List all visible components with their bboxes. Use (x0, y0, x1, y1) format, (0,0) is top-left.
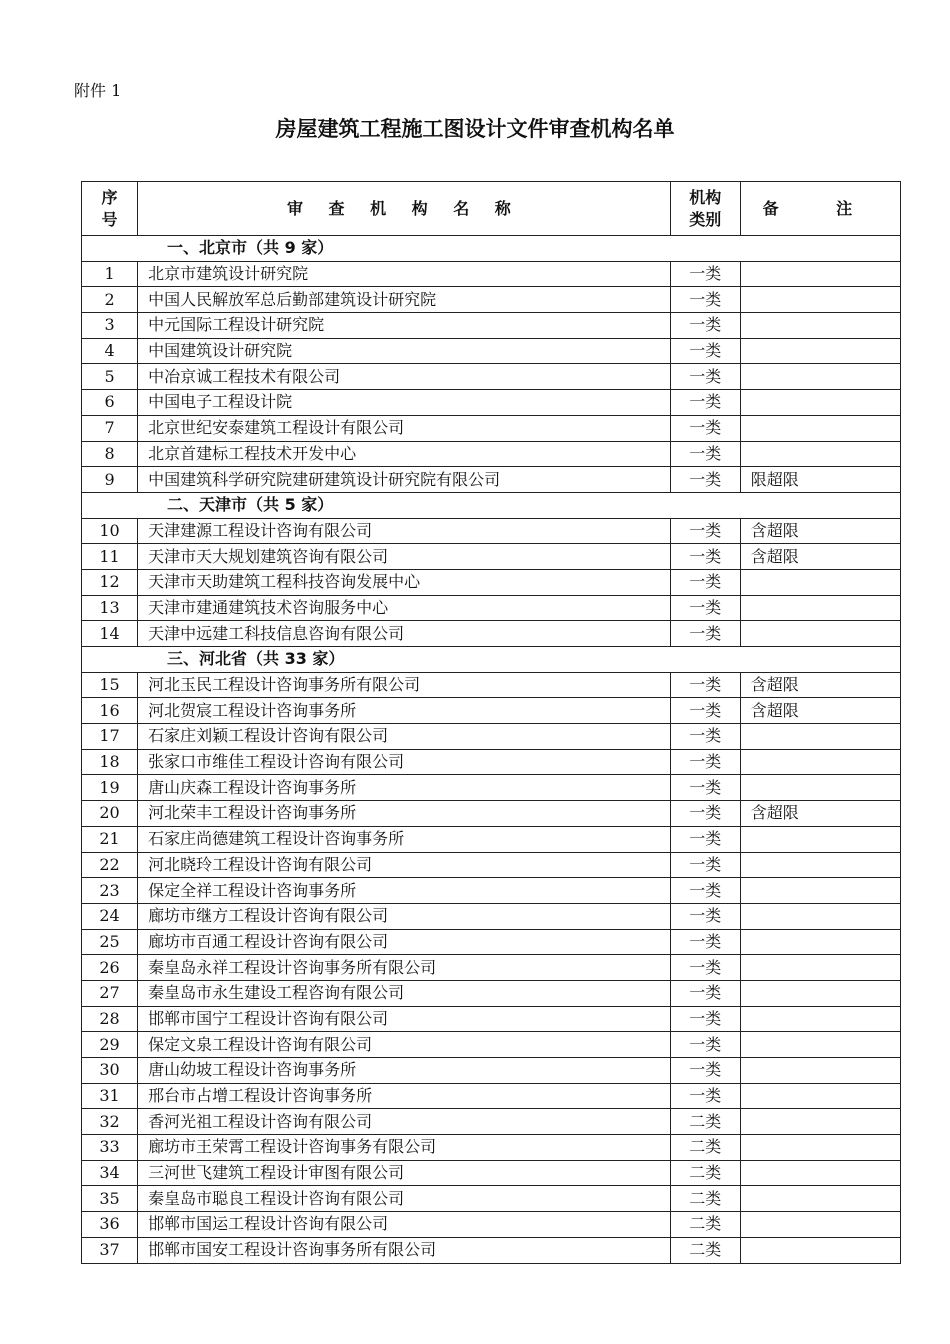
row-number: 32 (82, 1109, 138, 1135)
agency-name: 天津建源工程设计咨询有限公司 (138, 518, 671, 544)
agency-name: 三河世飞建筑工程设计审图有限公司 (138, 1160, 671, 1186)
agency-type: 一类 (670, 672, 740, 698)
agency-type: 一类 (670, 724, 740, 750)
table-row (82, 672, 901, 698)
agency-type: 一类 (670, 852, 740, 878)
agency-note: 限超限 (740, 467, 900, 493)
row-number: 37 (82, 1237, 138, 1263)
header-name (138, 182, 671, 236)
agency-type: 一类 (670, 441, 740, 467)
table-row (82, 929, 901, 955)
table-row (82, 878, 901, 904)
agency-type: 一类 (670, 826, 740, 852)
agency-name: 中国建筑科学研究院建研建筑设计研究院有限公司 (138, 467, 671, 493)
agency-note (740, 1160, 900, 1186)
agency-type: 二类 (670, 1135, 740, 1161)
table-row (82, 287, 901, 313)
agency-name: 河北玉民工程设计咨询事务所有限公司 (138, 672, 671, 698)
agency-note (740, 313, 900, 339)
agency-type: 一类 (670, 364, 740, 390)
row-number: 8 (82, 441, 138, 467)
table-row (82, 415, 901, 441)
agency-name: 中国人民解放军总后勤部建筑设计研究院 (138, 287, 671, 313)
agency-type: 一类 (670, 980, 740, 1006)
row-number: 1 (82, 261, 138, 287)
row-number: 22 (82, 852, 138, 878)
header-no-line1: 序 (101, 187, 118, 207)
agency-note (740, 1006, 900, 1032)
row-number: 15 (82, 672, 138, 698)
row-number: 10 (82, 518, 138, 544)
header-type-line2: 类别 (689, 209, 722, 229)
table-row (82, 801, 901, 827)
section-title: 二、天津市（共 5 家） (82, 492, 901, 518)
agency-type: 一类 (670, 287, 740, 313)
table-row (82, 1006, 901, 1032)
header-note (740, 182, 900, 236)
agency-type: 二类 (670, 1186, 740, 1212)
table-row (82, 1212, 901, 1238)
agency-type: 一类 (670, 775, 740, 801)
section-title: 一、北京市（共 9 家） (82, 236, 901, 262)
row-number: 28 (82, 1006, 138, 1032)
agency-type: 一类 (670, 801, 740, 827)
agency-note (740, 955, 900, 981)
header-no (82, 182, 138, 236)
agency-name: 北京世纪安泰建筑工程设计有限公司 (138, 415, 671, 441)
table-row (82, 569, 901, 595)
agency-note (740, 775, 900, 801)
agency-note: 含超限 (740, 698, 900, 724)
agency-note (740, 1135, 900, 1161)
header-name-text: 审 查 机 构 名 称 (286, 198, 521, 218)
row-number: 5 (82, 364, 138, 390)
agency-name: 中国电子工程设计院 (138, 390, 671, 416)
agency-note: 含超限 (740, 544, 900, 570)
agency-note (740, 261, 900, 287)
agency-name: 石家庄尚德建筑工程设计咨询事务所 (138, 826, 671, 852)
table-header-row (82, 182, 901, 236)
agency-note (740, 1109, 900, 1135)
agency-type: 一类 (670, 1032, 740, 1058)
row-number: 23 (82, 878, 138, 904)
agency-type: 一类 (670, 749, 740, 775)
agency-type: 一类 (670, 415, 740, 441)
agency-name: 廊坊市王荣霄工程设计咨询事务有限公司 (138, 1135, 671, 1161)
row-number: 3 (82, 313, 138, 339)
row-number: 25 (82, 929, 138, 955)
section-row (82, 647, 901, 673)
agency-note (740, 852, 900, 878)
agency-type: 一类 (670, 1058, 740, 1084)
row-number: 18 (82, 749, 138, 775)
agency-note (740, 338, 900, 364)
agency-type: 二类 (670, 1212, 740, 1238)
section-row (82, 492, 901, 518)
agency-table (81, 181, 901, 1264)
row-number: 36 (82, 1212, 138, 1238)
table-row (82, 698, 901, 724)
agency-name: 唐山幼坡工程设计咨询事务所 (138, 1058, 671, 1084)
agency-name: 邢台市占增工程设计咨询事务所 (138, 1083, 671, 1109)
agency-note (740, 1237, 900, 1263)
table-row (82, 955, 901, 981)
agency-name: 保定文泉工程设计咨询有限公司 (138, 1032, 671, 1058)
row-number: 30 (82, 1058, 138, 1084)
table-row (82, 338, 901, 364)
agency-note (740, 724, 900, 750)
row-number: 31 (82, 1083, 138, 1109)
agency-note (740, 364, 900, 390)
table-row (82, 1083, 901, 1109)
agency-type: 一类 (670, 1006, 740, 1032)
agency-name: 河北晓玲工程设计咨询有限公司 (138, 852, 671, 878)
row-number: 17 (82, 724, 138, 750)
table-body (82, 236, 901, 1264)
agency-name: 中元国际工程设计研究院 (138, 313, 671, 339)
row-number: 16 (82, 698, 138, 724)
table-row (82, 1058, 901, 1084)
table-row (82, 467, 901, 493)
agency-name: 中国建筑设计研究院 (138, 338, 671, 364)
agency-type: 一类 (670, 621, 740, 647)
row-number: 9 (82, 467, 138, 493)
agency-type: 一类 (670, 261, 740, 287)
agency-note (740, 903, 900, 929)
row-number: 29 (82, 1032, 138, 1058)
table-row (82, 390, 901, 416)
agency-note (740, 1083, 900, 1109)
agency-name: 天津市建通建筑技术咨询服务中心 (138, 595, 671, 621)
agency-name: 张家口市维佳工程设计咨询有限公司 (138, 749, 671, 775)
agency-type: 一类 (670, 338, 740, 364)
agency-note (740, 287, 900, 313)
row-number: 7 (82, 415, 138, 441)
attachment-label: 附件 1 (74, 81, 122, 100)
table-row (82, 749, 901, 775)
table-row (82, 826, 901, 852)
row-number: 27 (82, 980, 138, 1006)
agency-note (740, 569, 900, 595)
table-row (82, 595, 901, 621)
row-number: 14 (82, 621, 138, 647)
agency-type: 一类 (670, 518, 740, 544)
table-row (82, 1186, 901, 1212)
row-number: 33 (82, 1135, 138, 1161)
agency-name: 秦皇岛市永生建设工程咨询有限公司 (138, 980, 671, 1006)
table-row (82, 903, 901, 929)
table-row (82, 1032, 901, 1058)
agency-note (740, 929, 900, 955)
document-title: 房屋建筑工程施工图设计文件审查机构名单 (275, 117, 675, 141)
agency-name: 保定全祥工程设计咨询事务所 (138, 878, 671, 904)
section-title: 三、河北省（共 33 家） (82, 647, 901, 673)
agency-note (740, 1212, 900, 1238)
header-note-text: 备 注 (762, 198, 879, 218)
table-row (82, 852, 901, 878)
table-row (82, 518, 901, 544)
agency-type: 二类 (670, 1160, 740, 1186)
row-number: 12 (82, 569, 138, 595)
agency-note (740, 415, 900, 441)
agency-type: 一类 (670, 595, 740, 621)
agency-note (740, 621, 900, 647)
agency-type: 一类 (670, 313, 740, 339)
table-row (82, 313, 901, 339)
row-number: 2 (82, 287, 138, 313)
row-number: 34 (82, 1160, 138, 1186)
agency-type: 一类 (670, 467, 740, 493)
table-row (82, 1160, 901, 1186)
agency-name: 邯郸市国运工程设计咨询有限公司 (138, 1212, 671, 1238)
table-row (82, 364, 901, 390)
agency-note: 含超限 (740, 518, 900, 544)
table-row (82, 261, 901, 287)
agency-type: 一类 (670, 929, 740, 955)
agency-type: 一类 (670, 878, 740, 904)
table-row (82, 980, 901, 1006)
agency-note (740, 980, 900, 1006)
row-number: 24 (82, 903, 138, 929)
agency-name: 河北荣丰工程设计咨询事务所 (138, 801, 671, 827)
row-number: 4 (82, 338, 138, 364)
table-row (82, 544, 901, 570)
agency-type: 一类 (670, 1083, 740, 1109)
agency-type: 一类 (670, 955, 740, 981)
agency-name: 天津市天助建筑工程科技咨询发展中心 (138, 569, 671, 595)
agency-note (740, 878, 900, 904)
agency-note (740, 749, 900, 775)
agency-name: 天津中远建工科技信息咨询有限公司 (138, 621, 671, 647)
row-number: 6 (82, 390, 138, 416)
agency-type: 一类 (670, 544, 740, 570)
agency-note (740, 1032, 900, 1058)
table-row (82, 724, 901, 750)
agency-name: 北京首建标工程技术开发中心 (138, 441, 671, 467)
row-number: 11 (82, 544, 138, 570)
agency-note (740, 390, 900, 416)
agency-name: 北京市建筑设计研究院 (138, 261, 671, 287)
agency-name: 秦皇岛永祥工程设计咨询事务所有限公司 (138, 955, 671, 981)
row-number: 20 (82, 801, 138, 827)
agency-note (740, 826, 900, 852)
header-type (670, 182, 740, 236)
row-number: 19 (82, 775, 138, 801)
table-row (82, 775, 901, 801)
agency-type: 一类 (670, 390, 740, 416)
agency-type: 二类 (670, 1109, 740, 1135)
table-row (82, 441, 901, 467)
agency-note (740, 595, 900, 621)
table-row (82, 621, 901, 647)
agency-name: 唐山庆森工程设计咨询事务所 (138, 775, 671, 801)
agency-type: 一类 (670, 569, 740, 595)
agency-note (740, 1058, 900, 1084)
table-row (82, 1237, 901, 1263)
agency-name: 邯郸市国宁工程设计咨询有限公司 (138, 1006, 671, 1032)
agency-note (740, 1186, 900, 1212)
section-row (82, 236, 901, 262)
agency-name: 河北贺宸工程设计咨询事务所 (138, 698, 671, 724)
header-type-line1: 机构 (689, 187, 722, 207)
agency-name: 石家庄刘颖工程设计咨询有限公司 (138, 724, 671, 750)
agency-note: 含超限 (740, 801, 900, 827)
agency-name: 廊坊市百通工程设计咨询有限公司 (138, 929, 671, 955)
header-no-line2: 号 (101, 209, 118, 229)
row-number: 35 (82, 1186, 138, 1212)
agency-name: 邯郸市国安工程设计咨询事务所有限公司 (138, 1237, 671, 1263)
row-number: 21 (82, 826, 138, 852)
agency-name: 秦皇岛市聪良工程设计咨询有限公司 (138, 1186, 671, 1212)
row-number: 26 (82, 955, 138, 981)
agency-name: 中冶京诚工程技术有限公司 (138, 364, 671, 390)
table-row (82, 1135, 901, 1161)
agency-type: 一类 (670, 698, 740, 724)
agency-name: 廊坊市继方工程设计咨询有限公司 (138, 903, 671, 929)
agency-type: 一类 (670, 903, 740, 929)
row-number: 13 (82, 595, 138, 621)
agency-name: 香河光祖工程设计咨询有限公司 (138, 1109, 671, 1135)
agency-note (740, 441, 900, 467)
table-row (82, 1109, 901, 1135)
agency-note: 含超限 (740, 672, 900, 698)
agency-type: 二类 (670, 1237, 740, 1263)
agency-name: 天津市天大规划建筑咨询有限公司 (138, 544, 671, 570)
